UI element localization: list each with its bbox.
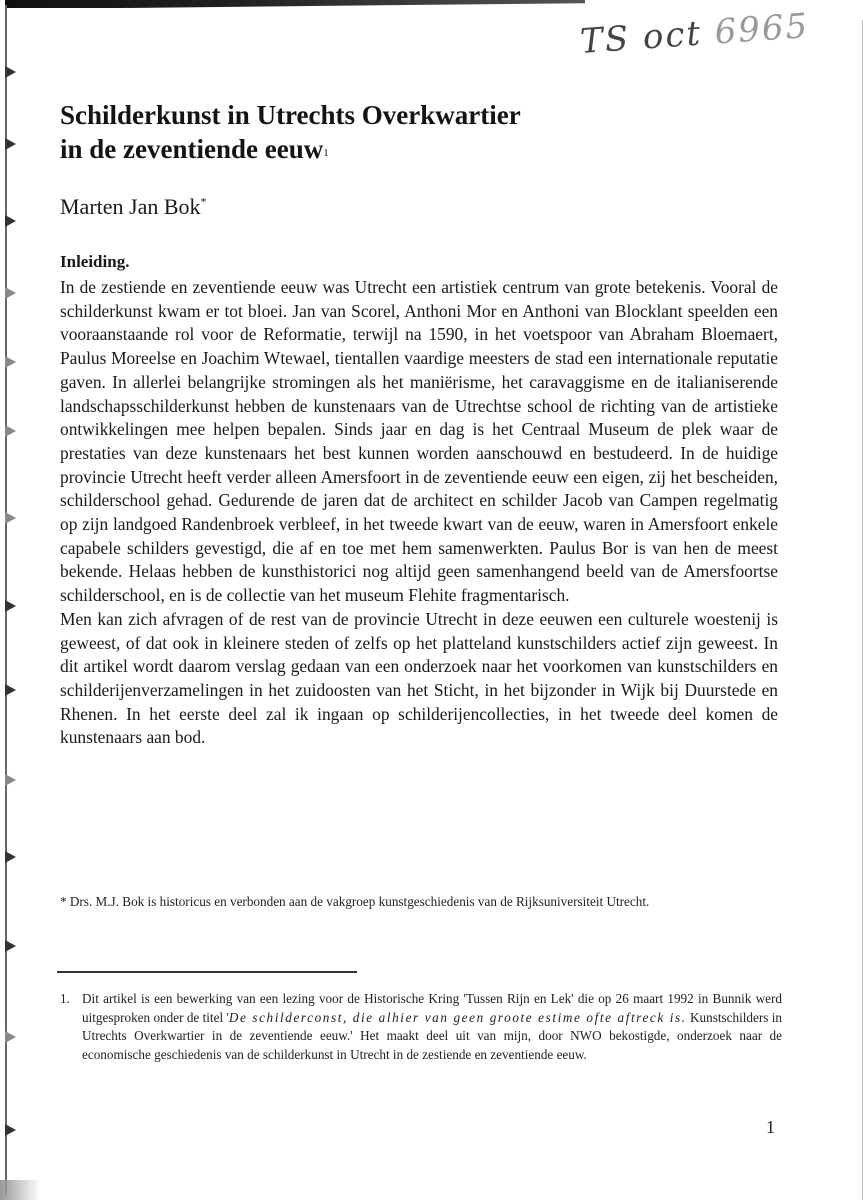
binder-tab-marker-icon <box>5 1031 16 1043</box>
footnote-text-after: Kunstschilders in Utrechts Overkwartier in de zeventiende eeuw.' Het maakt deel uit van mijn, door NWO bekostigde, onderzoek naar de economische geschiedenis van de schilderkunst in Utrecht in de zestiende en zeventiende eeuw. <box>82 1009 782 1062</box>
author-note-mark: * <box>200 194 207 209</box>
footnote <box>60 990 782 1064</box>
binder-tab-marker-icon <box>5 940 16 952</box>
author-name: Marten Jan Bok <box>60 194 201 219</box>
binder-tab-marker-icon <box>5 356 16 368</box>
binder-tab-marker-icon <box>5 1124 16 1136</box>
footnote-text <box>82 990 782 1064</box>
handwritten-main: TS oct <box>578 13 704 62</box>
page-number: 1 <box>766 1117 775 1137</box>
binder-tab-marker-icon <box>5 600 16 612</box>
binder-tab-marker-icon <box>5 215 16 227</box>
handwritten-faint: 6965 <box>713 6 811 53</box>
scan-top-edge <box>5 0 585 8</box>
paragraph: In de zestiende en zeventiende eeuw was Utrecht een artistiek centrum van grote betekenis. Vooral de schilderkunst kwam er tot bloei. Jan van Scorel, Anthoni Mor en Anthoni van Blocklant speelden een vooraanstaande rol voor de Reformatie, terwijl na 1590, in het voetspoor van Abraham Bloemaert, Paulus Moreelse en Joachim Wtewael, tientallen vaardige meesters de stad een internationale reputatie gaven. In allerlei belangrijke stromingen als het maniërisme, het caravaggisme en de italianiserende landschapsschilderkunst hebben de kunstenaars van de Utrechtse school de richting van de artistieke ontwikkelingen mee helpen bepalen. Sinds jaar en dag is het Centraal Museum de plek waar de prestaties van deze kunstenaars het best kunnen worden aanschouwd en bestudeerd. In de huidige provincie Utrecht heeft verder alleen Amersfoort in de zeventiende eeuw een eigen, zij het bescheiden, schilderschool gehad. Gedurende de jaren dat de architect en schilder Jacob van Campen regelmatig op zijn landgoed Randenbroek verbleef, in het tweede kwart van de eeuw, waren in Amersfoort enkele capabele schilders gevestigd, die af en toe met hem samenwerkten. Paulus Bor is van hen de meest bekende. Helaas hebben de kunsthistorici nog altijd geen samenhangend beeld van de Amersfoortse schilderschool, en is de collectie van het museum Flehite fragmentarisch. <box>60 277 778 606</box>
handwritten-annotation <box>579 6 811 62</box>
binder-tab-marker-icon <box>5 66 16 78</box>
footnote-divider <box>57 971 357 973</box>
scan-bottom-shadow <box>0 1180 40 1200</box>
paragraph: Men kan zich afvragen of de rest van de provincie Utrecht in deze eeuwen een culturele woestenij is geweest, of dat ook in kleinere steden of zelfs op het platteland kunstschilders actief zijn geweest. In dit artikel wordt daarom verslag gedaan van een onderzoek naar het voorkomen van kunstschilders en schilderijenverzamelingen in het zuidoosten van het Sticht, in het bijzonder in Wijk bij Duurstede en Rhenen. In het eerste deel zal ik ingaan op schilderijencollecties, in het tweede deel komen de kunstenaars aan bod. <box>60 608 778 748</box>
binder-tab-marker-icon <box>5 425 16 437</box>
title-line-2: in de zeventiende eeuw <box>60 134 324 164</box>
binder-tab-marker-icon <box>5 851 16 863</box>
footnote-number: 1. <box>60 991 70 1006</box>
footnote-text-before: Dit artikel is een bewerking van een lezing voor de Historische Kring 'Tussen Rijn en Lek' die op 26 maart 1992 in Bunnik werd uitgesproken onder de titel ' <box>82 991 782 1025</box>
article-body <box>60 276 778 750</box>
binder-tab-marker-icon <box>5 684 16 696</box>
footnote-quoted-title: De schilderconst, die alhier van geen groote estime ofte aftreck is. <box>228 1009 687 1025</box>
binder-tab-marker-icon <box>5 287 16 299</box>
title-line-1: Schilderkunst in Utrechts Overkwartier <box>60 100 521 130</box>
section-heading: Inleiding. <box>60 252 130 271</box>
binder-tab-marker-icon <box>5 138 16 150</box>
title-footnote-mark: 1 <box>323 147 329 159</box>
article-author <box>60 194 207 220</box>
binder-tab-marker-icon <box>5 512 16 524</box>
article-title <box>60 98 680 166</box>
binder-tab-marker-icon <box>5 774 16 786</box>
author-note: * Drs. M.J. Bok is historicus en verbonden aan de vakgroep kunstgeschiedenis van de Rijksuniversiteit Utrecht. <box>60 894 650 909</box>
